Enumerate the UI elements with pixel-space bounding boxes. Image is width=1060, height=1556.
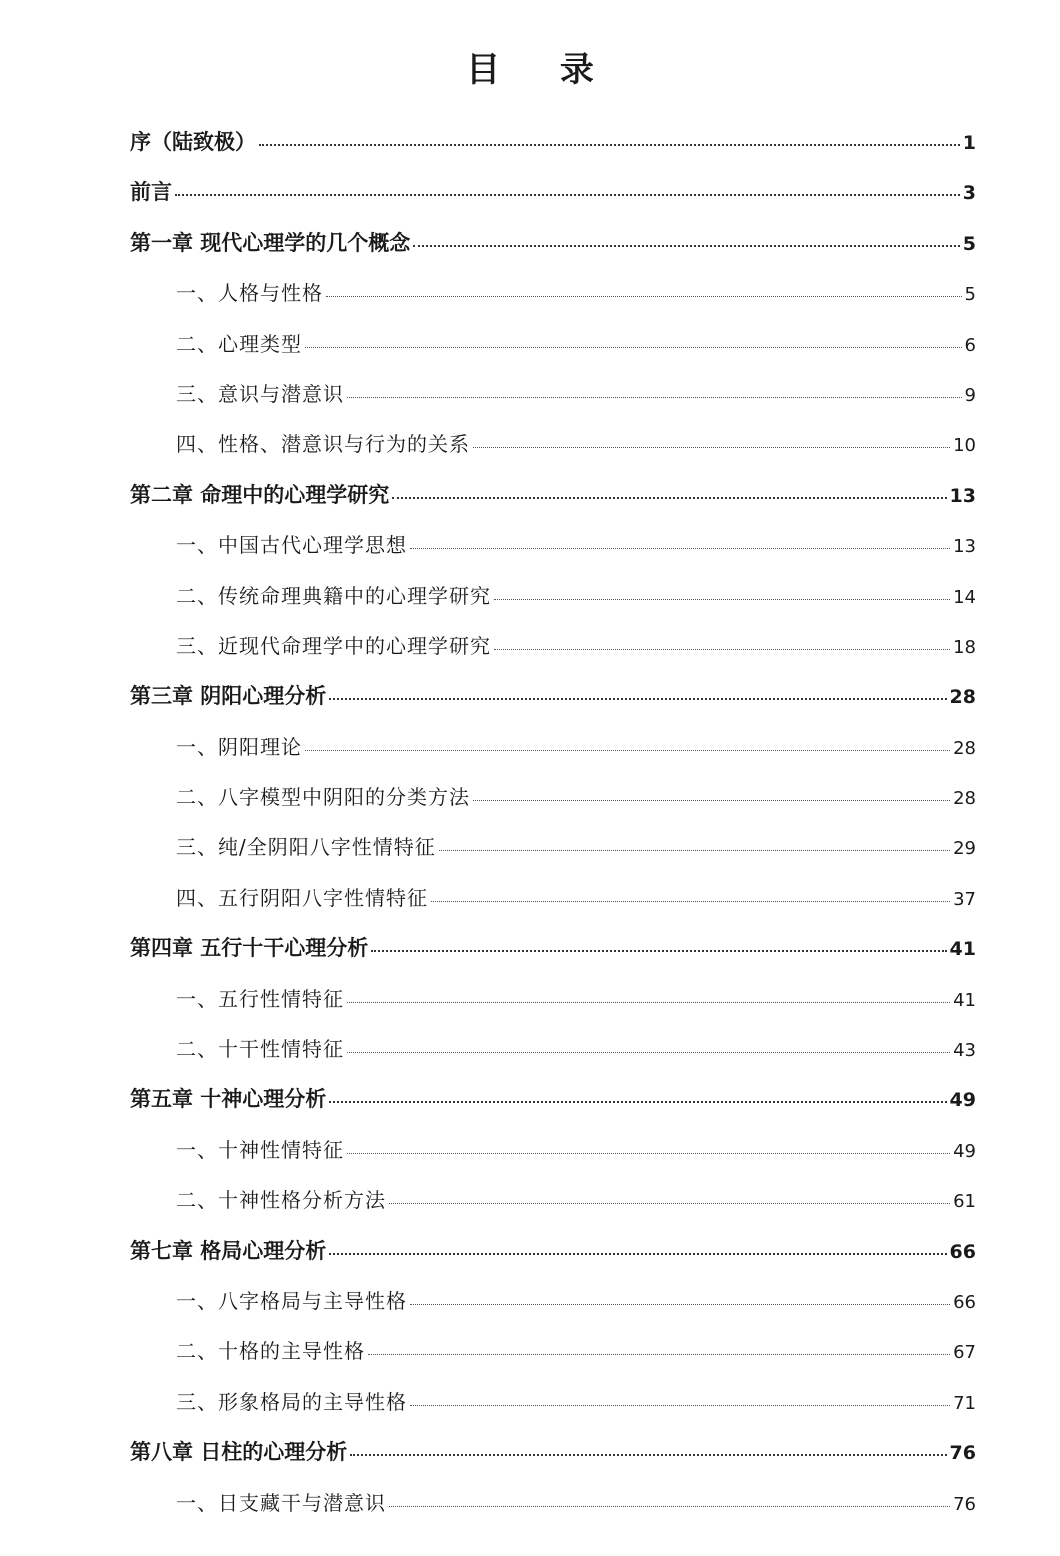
dot-leader bbox=[410, 1405, 950, 1406]
toc-page-number: 13 bbox=[949, 484, 976, 507]
toc-entry-title: 第七章 格局心理分析 bbox=[130, 1238, 327, 1263]
toc-page-number: 6 bbox=[964, 334, 976, 356]
toc-page-number: 41 bbox=[949, 938, 976, 961]
toc-page-number: 5 bbox=[962, 232, 976, 255]
toc-chapter-entry[interactable] bbox=[130, 1075, 976, 1125]
toc-chapter-entry[interactable] bbox=[130, 471, 976, 521]
toc-section-entry[interactable] bbox=[130, 269, 976, 319]
toc-entry-title: 第八章 日柱的心理分析 bbox=[130, 1440, 348, 1465]
toc-page-number: 10 bbox=[953, 435, 976, 457]
toc-entry-title: 一、十神性情特征 bbox=[176, 1137, 344, 1162]
toc-page-number: 61 bbox=[953, 1191, 976, 1213]
toc-section-entry[interactable] bbox=[130, 370, 976, 420]
toc-page-number: 13 bbox=[953, 536, 976, 558]
toc-entry-title: 前言 bbox=[130, 180, 172, 205]
toc-section-entry[interactable] bbox=[130, 874, 976, 924]
dot-leader bbox=[413, 245, 959, 247]
toc-entry-title: 四、性格、潜意识与行为的关系 bbox=[176, 432, 470, 457]
toc-entry-title: 二、传统命理典籍中的心理学研究 bbox=[176, 583, 491, 608]
toc-section-entry[interactable] bbox=[130, 420, 976, 470]
toc-chapter-entry[interactable] bbox=[130, 1227, 976, 1277]
toc-page-number: 3 bbox=[962, 182, 976, 205]
dot-leader bbox=[175, 194, 960, 196]
toc-chapter-entry[interactable] bbox=[130, 168, 976, 218]
toc-chapter-entry[interactable] bbox=[130, 924, 976, 974]
toc-entry-title: 一、中国古代心理学思想 bbox=[176, 533, 407, 558]
toc-entry-title: 二、十神性格分析方法 bbox=[176, 1188, 386, 1213]
dot-leader bbox=[347, 1002, 950, 1003]
dot-leader bbox=[347, 1153, 950, 1154]
toc-page-number: 14 bbox=[953, 586, 976, 608]
dot-leader bbox=[431, 901, 950, 902]
toc-page-number: 28 bbox=[953, 788, 976, 810]
table-of-contents bbox=[130, 118, 976, 1529]
toc-entry-title: 第二章 命理中的心理学研究 bbox=[130, 482, 390, 507]
toc-section-entry[interactable] bbox=[130, 1327, 976, 1377]
toc-section-entry[interactable] bbox=[130, 1025, 976, 1075]
dot-leader bbox=[347, 397, 962, 398]
toc-page-number: 67 bbox=[953, 1342, 976, 1364]
toc-section-entry[interactable] bbox=[130, 975, 976, 1025]
toc-page-number: 76 bbox=[953, 1493, 976, 1515]
toc-entry-title: 四、五行阴阳八字性情特征 bbox=[176, 885, 428, 910]
toc-section-entry[interactable] bbox=[130, 1378, 976, 1428]
toc-section-entry[interactable] bbox=[130, 1126, 976, 1176]
toc-section-entry[interactable] bbox=[130, 723, 976, 773]
toc-entry-title: 一、人格与性格 bbox=[176, 281, 323, 306]
toc-page-number: 41 bbox=[953, 989, 976, 1011]
toc-entry-title: 二、十格的主导性格 bbox=[176, 1339, 365, 1364]
toc-entry-title: 第四章 五行十干心理分析 bbox=[130, 936, 369, 961]
dot-leader bbox=[305, 750, 950, 751]
toc-section-entry[interactable] bbox=[130, 521, 976, 571]
toc-section-entry[interactable] bbox=[130, 773, 976, 823]
toc-entry-title: 三、形象格局的主导性格 bbox=[176, 1389, 407, 1414]
toc-entry-title: 二、十干性情特征 bbox=[176, 1037, 344, 1062]
toc-entry-title: 二、心理类型 bbox=[176, 331, 302, 356]
toc-section-entry[interactable] bbox=[130, 622, 976, 672]
dot-leader bbox=[329, 698, 946, 700]
toc-page-number: 5 bbox=[964, 284, 976, 306]
toc-page-number: 76 bbox=[949, 1442, 976, 1465]
dot-leader bbox=[326, 296, 962, 297]
toc-entry-title: 三、纯/全阴阳八字性情特征 bbox=[176, 835, 436, 860]
toc-entry-title: 三、近现代命理学中的心理学研究 bbox=[176, 633, 491, 658]
dot-leader bbox=[329, 1101, 946, 1103]
toc-entry-title: 一、日支藏干与潜意识 bbox=[176, 1490, 386, 1515]
dot-leader bbox=[259, 144, 960, 146]
dot-leader bbox=[389, 1203, 950, 1204]
toc-chapter-entry[interactable] bbox=[130, 1428, 976, 1478]
dot-leader bbox=[371, 950, 946, 952]
toc-entry-title: 第三章 阴阳心理分析 bbox=[130, 684, 327, 709]
toc-entry-title: 二、八字模型中阴阳的分类方法 bbox=[176, 785, 470, 810]
toc-section-entry[interactable] bbox=[130, 572, 976, 622]
toc-page-number: 71 bbox=[953, 1392, 976, 1414]
toc-entry-title: 第五章 十神心理分析 bbox=[130, 1087, 327, 1112]
toc-page-number: 66 bbox=[949, 1240, 976, 1263]
toc-page-number: 37 bbox=[953, 888, 976, 910]
dot-leader bbox=[473, 800, 950, 801]
toc-chapter-entry[interactable] bbox=[130, 118, 976, 168]
toc-page-number: 18 bbox=[953, 636, 976, 658]
toc-section-entry[interactable] bbox=[130, 823, 976, 873]
toc-page-number: 1 bbox=[962, 132, 976, 154]
dot-leader bbox=[494, 599, 950, 600]
dot-leader bbox=[368, 1354, 950, 1355]
dot-leader bbox=[392, 497, 946, 499]
toc-page-number: 9 bbox=[964, 384, 976, 406]
toc-page-number: 66 bbox=[953, 1291, 976, 1313]
toc-section-entry[interactable] bbox=[130, 1277, 976, 1327]
toc-section-entry[interactable] bbox=[130, 1176, 976, 1226]
dot-leader bbox=[410, 548, 950, 549]
toc-page-number: 29 bbox=[953, 838, 976, 860]
dot-leader bbox=[389, 1506, 950, 1507]
toc-page-number: 49 bbox=[953, 1140, 976, 1162]
dot-leader bbox=[347, 1052, 950, 1053]
toc-entry-title: 一、八字格局与主导性格 bbox=[176, 1288, 407, 1313]
dot-leader bbox=[305, 347, 962, 348]
toc-page-number: 28 bbox=[953, 737, 976, 759]
page-title: 目 录 bbox=[466, 50, 618, 90]
dot-leader bbox=[350, 1454, 946, 1456]
toc-page-number: 43 bbox=[953, 1040, 976, 1062]
toc-entry-title: 三、意识与潜意识 bbox=[176, 381, 344, 406]
dot-leader bbox=[473, 447, 950, 448]
toc-section-entry[interactable] bbox=[130, 1479, 976, 1529]
toc-section-entry[interactable] bbox=[130, 320, 976, 370]
toc-entry-title: 一、阴阳理论 bbox=[176, 734, 302, 759]
toc-entry-title: 序（陆致极） bbox=[130, 130, 256, 154]
dot-leader bbox=[439, 850, 950, 851]
toc-chapter-entry[interactable] bbox=[130, 672, 976, 722]
toc-page-number: 28 bbox=[949, 686, 976, 709]
toc-entry-title: 第一章 现代心理学的几个概念 bbox=[130, 230, 411, 255]
dot-leader bbox=[494, 649, 950, 650]
dot-leader bbox=[329, 1253, 946, 1255]
toc-chapter-entry[interactable] bbox=[130, 219, 976, 269]
dot-leader bbox=[410, 1304, 950, 1305]
toc-page-number: 49 bbox=[949, 1089, 976, 1112]
toc-entry-title: 一、五行性情特征 bbox=[176, 986, 344, 1011]
